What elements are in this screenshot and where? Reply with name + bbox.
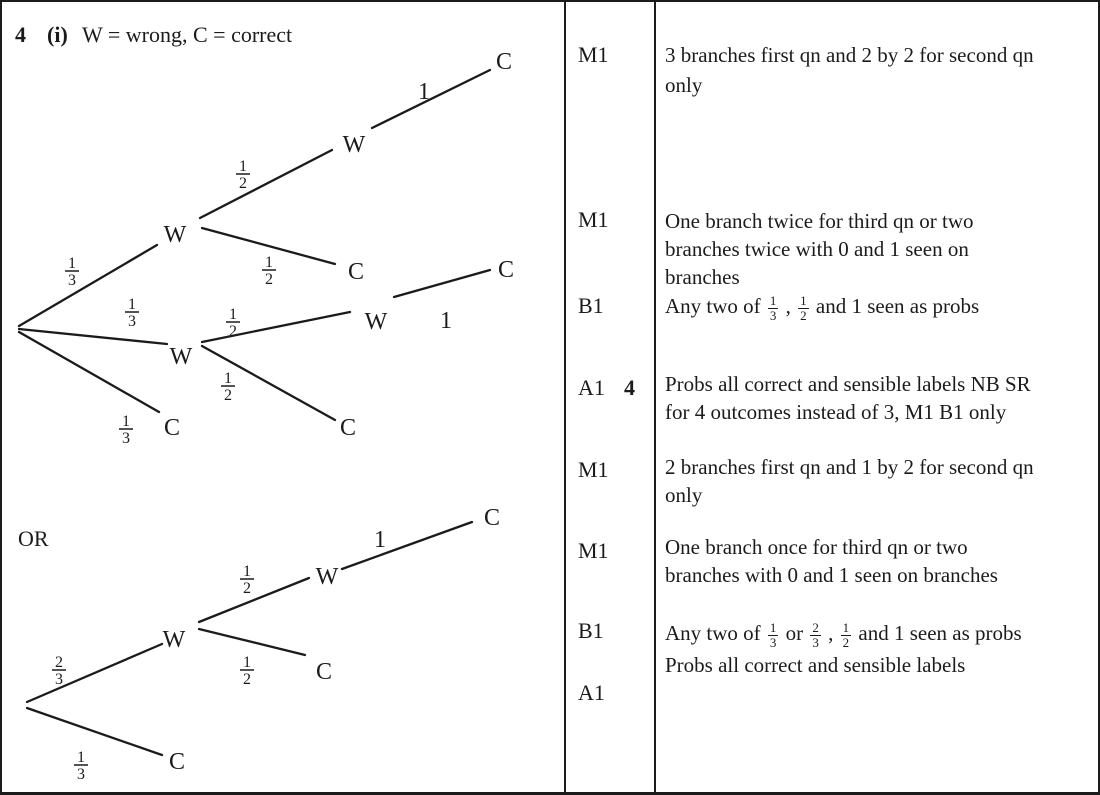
note-text: , — [780, 294, 797, 318]
fraction-numerator: 1 — [229, 306, 237, 323]
outcome-label-W: W — [315, 564, 339, 590]
outcome-label-W: W — [342, 132, 366, 158]
mark-label-M1 — [578, 207, 609, 233]
outcome-label-C: C — [339, 415, 357, 441]
note-line — [665, 264, 1097, 290]
inline-fraction-1-3 — [768, 621, 779, 649]
note-text: only — [665, 483, 703, 507]
note-line — [665, 399, 1097, 425]
mark-label-B1 — [578, 293, 604, 319]
note-text: or — [780, 621, 809, 645]
mark-label-B1 — [578, 618, 604, 644]
fraction-denominator: 2 — [243, 580, 251, 597]
note-text: Any two of — [665, 294, 766, 318]
note-line — [665, 42, 1097, 68]
mark-code: A1 — [578, 375, 605, 400]
branch-line — [394, 270, 490, 297]
legend-text: W = wrong, C = correct — [82, 22, 293, 47]
fraction-numerator: 1 — [122, 413, 130, 430]
mark-code: A1 — [578, 680, 605, 705]
fraction-label-1-2 — [221, 370, 235, 404]
branch-line — [27, 644, 162, 702]
note-text: branches twice with 0 and 1 seen on — [665, 237, 969, 261]
note-line — [665, 371, 1097, 397]
fraction-denominator: 3 — [55, 671, 63, 688]
fraction-denominator: 2 — [243, 671, 251, 688]
fraction-denominator: 3 — [77, 766, 85, 783]
note-line — [665, 620, 1097, 650]
note-line — [665, 562, 1097, 588]
tree-alt-two-branch — [27, 505, 500, 783]
note-text: for 4 outcomes instead of 3, M1 B1 only — [665, 400, 1007, 424]
outcome-label-C: C — [168, 749, 186, 775]
probability-one-label: 1 — [418, 79, 430, 105]
note-line — [665, 454, 1097, 480]
note-line — [665, 534, 1097, 560]
fraction-denominator: 2 — [229, 323, 237, 340]
note-text: Probs all correct and sensible labels NB SR — [665, 372, 1031, 396]
outcome-label-W: W — [364, 309, 388, 335]
note-text: only — [665, 73, 703, 97]
fraction-numerator: 2 — [55, 654, 63, 671]
note-text: and 1 seen as probs — [810, 294, 980, 318]
mark-total: 4 — [624, 375, 635, 400]
outcome-label-C: C — [483, 505, 501, 531]
fraction-denominator: 2 — [800, 308, 807, 323]
fraction-label-1-3 — [74, 749, 88, 783]
fraction-denominator: 2 — [265, 271, 273, 288]
mark-code: M1 — [578, 42, 609, 67]
mark-label-A1 — [578, 680, 605, 706]
probability-one-label: 1 — [440, 308, 452, 334]
fraction-numerator: 1 — [243, 654, 251, 671]
fraction-numerator: 1 — [769, 620, 777, 636]
probability-one-label: 1 — [374, 527, 386, 553]
mark-label-M1 — [578, 42, 609, 68]
mark-code: M1 — [578, 207, 609, 232]
branch-line — [202, 312, 350, 342]
branch-line — [199, 629, 305, 655]
fraction-label-1-3 — [125, 296, 139, 330]
branch-line — [342, 522, 472, 569]
fraction-denominator: 2 — [239, 175, 247, 192]
mark-label-M1 — [578, 457, 609, 483]
mark-code: B1 — [578, 618, 604, 643]
fraction-label-1-2 — [240, 563, 254, 597]
fraction-label-1-2 — [240, 654, 254, 688]
note-line — [665, 652, 1097, 678]
mark-label-M1 — [578, 538, 609, 564]
fraction-numerator: 1 — [128, 296, 136, 313]
fraction-numerator: 1 — [800, 293, 807, 309]
outcome-label-C: C — [495, 49, 513, 75]
fraction-denominator: 3 — [68, 272, 76, 289]
outcome-label-W: W — [163, 222, 187, 248]
outcome-label-C: C — [347, 259, 365, 285]
inline-fraction-1-2 — [841, 621, 852, 649]
table-divider — [654, 2, 656, 792]
fraction-label-1-2 — [236, 158, 250, 192]
fraction-numerator: 1 — [265, 254, 273, 271]
fraction-label-1-3 — [119, 413, 133, 447]
inline-fraction-2-3 — [810, 621, 821, 649]
branch-line — [199, 578, 309, 622]
branch-line — [19, 332, 159, 412]
inline-fraction-1-3 — [768, 294, 779, 322]
fraction-label-2-3 — [52, 654, 66, 688]
question-part: (i) — [47, 22, 68, 47]
fraction-numerator: 1 — [224, 370, 232, 387]
fraction-denominator: 3 — [769, 635, 777, 650]
note-text: 3 branches first qn and 2 by 2 for second qn — [665, 43, 1034, 67]
note-line — [665, 208, 1097, 234]
branch-line — [19, 329, 167, 344]
fraction-numerator: 1 — [77, 749, 85, 766]
fraction-label-1-3 — [65, 255, 79, 289]
mark-code: M1 — [578, 457, 609, 482]
note-text: 2 branches first qn and 1 by 2 for second qn — [665, 455, 1034, 479]
fraction-denominator: 3 — [122, 430, 130, 447]
mark-code: M1 — [578, 538, 609, 563]
fraction-denominator: 3 — [769, 308, 777, 323]
fraction-denominator: 2 — [842, 635, 850, 650]
note-text: Probs all correct and sensible labels — [665, 653, 966, 677]
note-text: and 1 seen as probs — [853, 621, 1022, 645]
note-text: One branch once for third qn or two — [665, 535, 968, 559]
or-label: OR — [18, 526, 49, 551]
fraction-denominator: 3 — [812, 635, 819, 650]
outcome-label-C: C — [497, 257, 515, 283]
question-number: 4 — [15, 22, 26, 47]
table-divider — [564, 2, 566, 792]
note-line — [665, 482, 1097, 508]
note-text: Any two of — [665, 621, 766, 645]
mark-label-A1 — [578, 375, 635, 401]
fraction-numerator: 2 — [812, 620, 819, 636]
note-line — [665, 236, 1097, 262]
note-line — [665, 293, 1097, 323]
fraction-numerator: 1 — [239, 158, 247, 175]
outcome-label-C: C — [163, 415, 181, 441]
note-text: , — [822, 621, 839, 645]
fraction-numerator: 1 — [68, 255, 76, 272]
branch-line — [27, 708, 162, 755]
fraction-numerator: 1 — [842, 620, 850, 636]
outcome-label-W: W — [169, 344, 193, 370]
note-text: One branch twice for third qn or two — [665, 209, 974, 233]
mark-code: B1 — [578, 293, 604, 318]
branch-line — [19, 245, 157, 326]
tree-main-three-branch — [19, 49, 514, 447]
branch-line — [202, 346, 335, 420]
note-text: branches with 0 and 1 seen on branches — [665, 563, 998, 587]
branch-line — [200, 150, 332, 218]
fraction-denominator: 3 — [128, 313, 136, 330]
branch-line — [372, 70, 490, 128]
fraction-denominator: 2 — [224, 387, 232, 404]
note-line — [665, 72, 1097, 98]
fraction-label-1-2 — [262, 254, 276, 288]
outcome-label-C: C — [315, 659, 333, 685]
fraction-numerator: 1 — [769, 293, 777, 309]
note-text: branches — [665, 265, 740, 289]
probability-tree-diagram — [2, 2, 564, 795]
outcome-label-W: W — [162, 627, 186, 653]
fraction-numerator: 1 — [243, 563, 251, 580]
inline-fraction-1-2 — [798, 294, 809, 322]
